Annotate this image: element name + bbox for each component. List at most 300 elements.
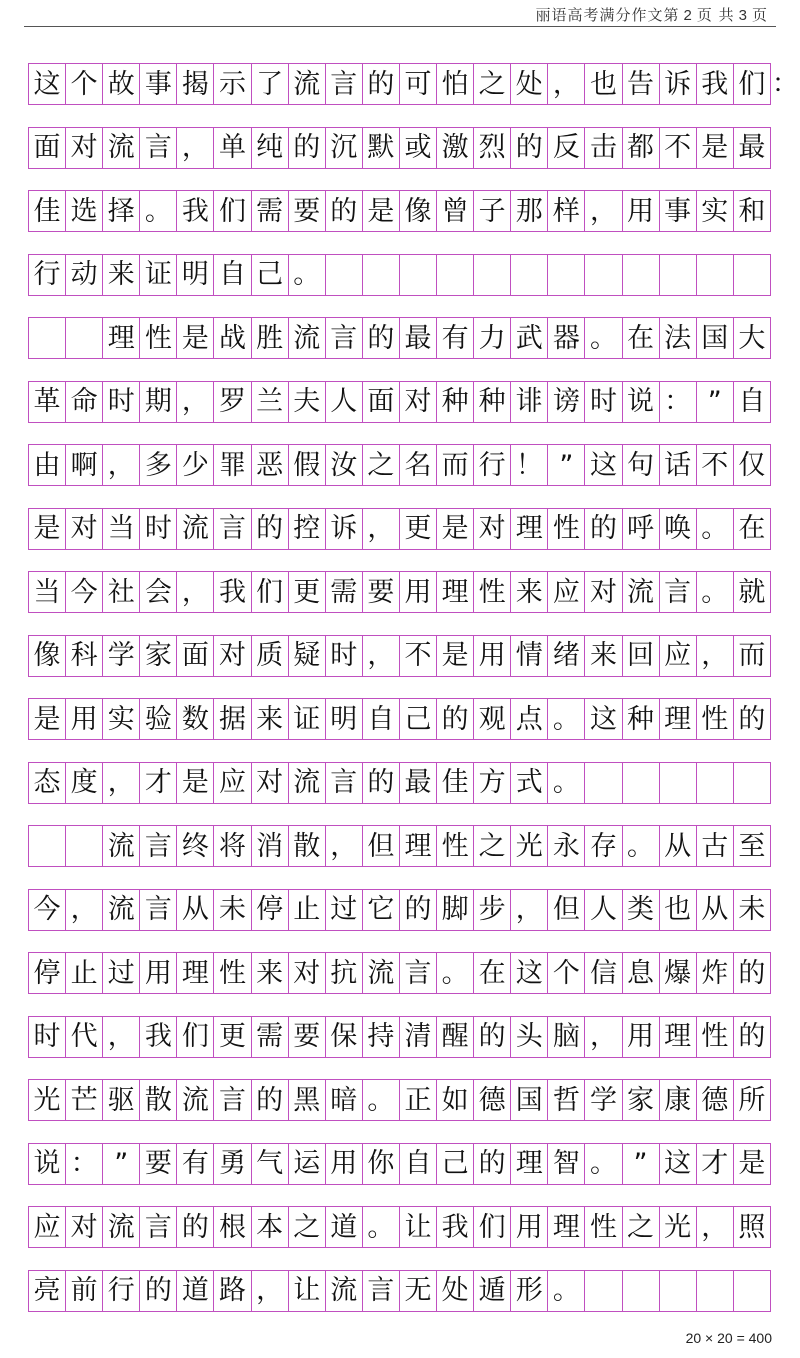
grid-cell: 运 xyxy=(288,1144,325,1184)
grid-cell: 前 xyxy=(65,1271,102,1311)
grid-cell xyxy=(65,826,102,866)
grid-cell: 时 xyxy=(325,636,362,676)
grid-cell: 止 xyxy=(65,953,102,993)
grid-cell: 过 xyxy=(102,953,139,993)
grid-cell: 停 xyxy=(28,953,65,993)
grid-row xyxy=(28,635,771,677)
grid-cell: ” xyxy=(622,1144,659,1184)
grid-cell: 来 xyxy=(102,255,139,295)
grid-cell: 理 xyxy=(510,1144,547,1184)
grid-cell: 流 xyxy=(102,890,139,930)
grid-size-label: 20 × 20 = 400 xyxy=(685,1330,772,1346)
grid-cell: 胜 xyxy=(251,318,288,358)
grid-cell: 这 xyxy=(510,953,547,993)
grid-cell: 更 xyxy=(288,572,325,612)
grid-cell: 的 xyxy=(584,509,621,549)
grid-cell: 们 xyxy=(213,191,250,231)
grid-cell: 要 xyxy=(288,1017,325,1057)
grid-cell: 当 xyxy=(28,572,65,612)
grid-cell: 告 xyxy=(622,64,659,104)
grid-cell: 勇 xyxy=(213,1144,250,1184)
grid-cell xyxy=(733,763,771,803)
grid-cell xyxy=(473,255,510,295)
grid-cell: ， xyxy=(696,636,733,676)
grid-cell: 。 xyxy=(622,826,659,866)
grid-cell: ： xyxy=(659,382,696,422)
grid-cell: 脚 xyxy=(436,890,473,930)
grid-cell xyxy=(28,318,65,358)
grid-cell: 的 xyxy=(362,64,399,104)
grid-cell: 有 xyxy=(176,1144,213,1184)
grid-cell: 芒 xyxy=(65,1080,102,1120)
grid-cell: 那 xyxy=(510,191,547,231)
grid-row xyxy=(28,1079,771,1121)
grid-cell: 德 xyxy=(473,1080,510,1120)
grid-cell: 恶 xyxy=(251,445,288,485)
grid-cell: 流 xyxy=(288,64,325,104)
grid-cell: 绪 xyxy=(547,636,584,676)
grid-cell: 德 xyxy=(696,1080,733,1120)
grid-cell: 的 xyxy=(362,318,399,358)
grid-cell: 醒 xyxy=(436,1017,473,1057)
grid-cell: 言 xyxy=(325,318,362,358)
grid-cell: 是 xyxy=(362,191,399,231)
grid-cell xyxy=(622,255,659,295)
grid-cell: 止 xyxy=(288,890,325,930)
grid-cell: 据 xyxy=(213,699,250,739)
grid-cell: 过 xyxy=(325,890,362,930)
header-page-label: 页 xyxy=(696,6,713,24)
grid-cell: 对 xyxy=(65,128,102,168)
grid-cell: 来 xyxy=(251,699,288,739)
grid-cell: 流 xyxy=(102,128,139,168)
grid-cell: 是 xyxy=(28,509,65,549)
grid-cell: 智 xyxy=(547,1144,584,1184)
grid-cell: 言 xyxy=(139,890,176,930)
grid-cell xyxy=(622,1271,659,1311)
grid-cell: 在 xyxy=(622,318,659,358)
grid-cell xyxy=(547,255,584,295)
grid-cell: 命 xyxy=(65,382,102,422)
grid-cell: 在 xyxy=(473,953,510,993)
grid-cell: 们 xyxy=(176,1017,213,1057)
grid-cell: 由 xyxy=(28,445,65,485)
grid-cell: 情 xyxy=(510,636,547,676)
grid-cell: 炸 xyxy=(696,953,733,993)
grid-cell: 更 xyxy=(213,1017,250,1057)
grid-cell: 佳 xyxy=(28,191,65,231)
grid-cell: 用 xyxy=(325,1144,362,1184)
grid-cell: 爆 xyxy=(659,953,696,993)
grid-cell: 你 xyxy=(362,1144,399,1184)
grid-cell: 控 xyxy=(288,509,325,549)
grid-cell: 来 xyxy=(510,572,547,612)
grid-cell: 夫 xyxy=(288,382,325,422)
grid-cell: 啊 xyxy=(65,445,102,485)
grid-cell: 用 xyxy=(473,636,510,676)
grid-cell: 或 xyxy=(399,128,436,168)
grid-cell: 在 xyxy=(733,509,771,549)
grid-cell: 息 xyxy=(622,953,659,993)
grid-cell: 用 xyxy=(139,953,176,993)
grid-row xyxy=(28,825,771,867)
grid-cell: 言 xyxy=(659,572,696,612)
grid-row xyxy=(28,889,771,931)
grid-cell: 的 xyxy=(473,1144,510,1184)
grid-cell: 沉 xyxy=(325,128,362,168)
grid-cell: 诽 xyxy=(510,382,547,422)
grid-cell: 对 xyxy=(213,636,250,676)
grid-row xyxy=(28,762,771,804)
grid-cell: 。 xyxy=(362,1207,399,1247)
grid-cell: 是 xyxy=(436,509,473,549)
grid-cell: 罗 xyxy=(213,382,250,422)
grid-cell: ！ xyxy=(510,445,547,485)
grid-cell: 从 xyxy=(659,826,696,866)
grid-cell xyxy=(659,763,696,803)
grid-cell: 的 xyxy=(436,699,473,739)
grid-cell: 让 xyxy=(399,1207,436,1247)
grid-cell: 至 xyxy=(733,826,771,866)
grid-cell: 明 xyxy=(176,255,213,295)
grid-cell: 方 xyxy=(473,763,510,803)
grid-cell: 也 xyxy=(584,64,621,104)
grid-cell: 存 xyxy=(584,826,621,866)
grid-cell: 自 xyxy=(733,382,771,422)
grid-cell: 假 xyxy=(288,445,325,485)
grid-cell: 也 xyxy=(659,890,696,930)
grid-cell: 所 xyxy=(733,1080,771,1120)
grid-cell: ” xyxy=(547,445,584,485)
grid-cell: 停 xyxy=(251,890,288,930)
grid-cell: 性 xyxy=(547,509,584,549)
grid-cell: 数 xyxy=(176,699,213,739)
grid-cell: 从 xyxy=(176,890,213,930)
grid-cell: 。 xyxy=(547,1271,584,1311)
grid-cell: 像 xyxy=(399,191,436,231)
grid-cell: 性 xyxy=(696,699,733,739)
grid-cell: 法 xyxy=(659,318,696,358)
grid-cell: 动 xyxy=(65,255,102,295)
grid-cell: 对 xyxy=(65,509,102,549)
grid-cell: 它 xyxy=(362,890,399,930)
grid-cell: 道 xyxy=(325,1207,362,1247)
grid-cell: 今 xyxy=(28,890,65,930)
grid-cell: 事 xyxy=(139,64,176,104)
grid-cell: 人 xyxy=(584,890,621,930)
grid-cell: 哲 xyxy=(547,1080,584,1120)
grid-cell: 气 xyxy=(251,1144,288,1184)
grid-cell: 不 xyxy=(399,636,436,676)
grid-cell: 无 xyxy=(399,1271,436,1311)
grid-cell: 本 xyxy=(251,1207,288,1247)
grid-cell: 大 xyxy=(733,318,771,358)
grid-cell: 己 xyxy=(251,255,288,295)
grid-cell: 的 xyxy=(139,1271,176,1311)
grid-cell: 。 xyxy=(584,318,621,358)
grid-cell: 消 xyxy=(251,826,288,866)
grid-cell: 兰 xyxy=(251,382,288,422)
grid-cell xyxy=(65,318,102,358)
grid-cell: 言 xyxy=(325,64,362,104)
grid-cell xyxy=(733,1271,771,1311)
grid-cell: 之 xyxy=(473,64,510,104)
grid-cell: 行 xyxy=(28,255,65,295)
grid-row xyxy=(28,1206,771,1248)
grid-cell: ， xyxy=(176,382,213,422)
grid-row xyxy=(28,1143,771,1185)
grid-cell: 流 xyxy=(362,953,399,993)
grid-row xyxy=(28,571,771,613)
grid-cell: 行 xyxy=(473,445,510,485)
grid-cell: 示 xyxy=(213,64,250,104)
header-page-number: 2 xyxy=(683,7,693,24)
grid-cell: 驱 xyxy=(102,1080,139,1120)
grid-cell: 黑 xyxy=(288,1080,325,1120)
grid-cell: 要 xyxy=(362,572,399,612)
grid-cell: 流 xyxy=(288,318,325,358)
grid-cell: 器 xyxy=(547,318,584,358)
grid-cell: 处 xyxy=(510,64,547,104)
grid-cell: 言 xyxy=(139,1207,176,1247)
grid-cell: 学 xyxy=(102,636,139,676)
grid-cell: 怕 xyxy=(436,64,473,104)
grid-cell: 康 xyxy=(659,1080,696,1120)
header-total-pages: 3 xyxy=(738,7,748,24)
grid-cell: 反 xyxy=(547,128,584,168)
header-total-label: 共 xyxy=(718,6,735,24)
grid-cell: 力 xyxy=(473,318,510,358)
grid-cell: 的 xyxy=(733,1017,771,1057)
grid-cell: 是 xyxy=(176,318,213,358)
grid-cell xyxy=(28,826,65,866)
grid-cell: 的 xyxy=(362,763,399,803)
grid-cell: 时 xyxy=(102,382,139,422)
grid-cell: 理 xyxy=(436,572,473,612)
grid-cell: 对 xyxy=(65,1207,102,1247)
grid-cell: ， xyxy=(362,636,399,676)
grid-cell: 光 xyxy=(510,826,547,866)
grid-cell: 种 xyxy=(436,382,473,422)
grid-cell: ， xyxy=(362,509,399,549)
grid-cell: 验 xyxy=(139,699,176,739)
grid-cell: 对 xyxy=(399,382,436,422)
grid-cell: 用 xyxy=(399,572,436,612)
grid-cell xyxy=(733,255,771,295)
grid-cell: 理 xyxy=(399,826,436,866)
grid-cell: 个 xyxy=(65,64,102,104)
grid-cell: 最 xyxy=(399,763,436,803)
grid-cell: 的 xyxy=(288,128,325,168)
grid-cell: 谤 xyxy=(547,382,584,422)
grid-cell: 式 xyxy=(510,763,547,803)
grid-cell: 理 xyxy=(547,1207,584,1247)
grid-cell: 国 xyxy=(696,318,733,358)
grid-cell: 句 xyxy=(622,445,659,485)
grid-cell: 之 xyxy=(362,445,399,485)
grid-cell: 理 xyxy=(510,509,547,549)
grid-cell: 言 xyxy=(362,1271,399,1311)
grid-cell: 路 xyxy=(213,1271,250,1311)
grid-cell: ， xyxy=(102,445,139,485)
grid-cell: 言 xyxy=(213,1080,250,1120)
grid-cell: 诉 xyxy=(325,509,362,549)
grid-cell: 性 xyxy=(436,826,473,866)
grid-cell xyxy=(696,255,733,295)
grid-cell: 时 xyxy=(28,1017,65,1057)
grid-cell: 度 xyxy=(65,763,102,803)
grid-cell xyxy=(659,255,696,295)
grid-cell xyxy=(696,1271,733,1311)
grid-cell: 永 xyxy=(547,826,584,866)
grid-cell: 暗 xyxy=(325,1080,362,1120)
grid-cell: 实 xyxy=(696,191,733,231)
grid-cell: 期 xyxy=(139,382,176,422)
grid-cell: 来 xyxy=(251,953,288,993)
grid-cell: 应 xyxy=(213,763,250,803)
grid-cell: 说 xyxy=(28,1144,65,1184)
grid-cell: 用 xyxy=(510,1207,547,1247)
grid-cell xyxy=(584,763,621,803)
grid-cell: 这 xyxy=(584,699,621,739)
grid-cell: 的 xyxy=(473,1017,510,1057)
grid-cell: 点 xyxy=(510,699,547,739)
grid-cell: 更 xyxy=(399,509,436,549)
grid-cell: 证 xyxy=(288,699,325,739)
grid-cell: 理 xyxy=(176,953,213,993)
grid-cell: 是 xyxy=(176,763,213,803)
grid-cell: 我 xyxy=(213,572,250,612)
grid-cell: 形 xyxy=(510,1271,547,1311)
grid-cell: 的 xyxy=(251,1080,288,1120)
grid-cell: ， xyxy=(65,890,102,930)
grid-cell: 言 xyxy=(213,509,250,549)
grid-cell: 用 xyxy=(622,191,659,231)
grid-cell: 的 xyxy=(176,1207,213,1247)
grid-cell: 己 xyxy=(436,1144,473,1184)
grid-cell: 。 xyxy=(696,572,733,612)
grid-cell: 最 xyxy=(733,128,771,168)
grid-cell: 我 xyxy=(696,64,733,104)
grid-cell: 。 xyxy=(547,699,584,739)
grid-cell: 类 xyxy=(622,890,659,930)
grid-cell: 择 xyxy=(102,191,139,231)
grid-cell: 默 xyxy=(362,128,399,168)
grid-cell: 这 xyxy=(28,64,65,104)
grid-cell: 之 xyxy=(288,1207,325,1247)
grid-cell: 面 xyxy=(176,636,213,676)
grid-cell: 革 xyxy=(28,382,65,422)
grid-cell: 言 xyxy=(399,953,436,993)
grid-cell xyxy=(584,1271,621,1311)
grid-cell: 保 xyxy=(325,1017,362,1057)
grid-cell: 终 xyxy=(176,826,213,866)
grid-cell: 。 xyxy=(436,953,473,993)
grid-row xyxy=(28,381,771,423)
grid-cell: 。 xyxy=(362,1080,399,1120)
grid-cell: 己 xyxy=(399,699,436,739)
grid-cell: 话 xyxy=(659,445,696,485)
grid-row xyxy=(28,444,771,486)
grid-cell: 实 xyxy=(102,699,139,739)
grid-cell: 流 xyxy=(102,1207,139,1247)
grid-row xyxy=(28,127,771,169)
grid-cell: 的 xyxy=(733,953,771,993)
grid-cell: 应 xyxy=(28,1207,65,1247)
grid-cell: 故 xyxy=(102,64,139,104)
grid-cell: 来 xyxy=(584,636,621,676)
grid-cell: 学 xyxy=(584,1080,621,1120)
grid-cell: 个 xyxy=(547,953,584,993)
grid-cell xyxy=(325,255,362,295)
grid-cell: 人 xyxy=(325,382,362,422)
grid-cell: 呼 xyxy=(622,509,659,549)
grid-cell: 我 xyxy=(436,1207,473,1247)
grid-cell xyxy=(584,255,621,295)
grid-cell: 理 xyxy=(659,699,696,739)
grid-cell: 种 xyxy=(622,699,659,739)
grid-cell: 对 xyxy=(473,509,510,549)
grid-cell: 我 xyxy=(176,191,213,231)
grid-cell: 的 xyxy=(325,191,362,231)
grid-cell: 行 xyxy=(102,1271,139,1311)
grid-row xyxy=(28,190,771,232)
grid-cell: 仅 xyxy=(733,445,771,485)
grid-cell: 战 xyxy=(213,318,250,358)
grid-cell: ， xyxy=(251,1271,288,1311)
grid-cell: 少 xyxy=(176,445,213,485)
grid-cell xyxy=(659,1271,696,1311)
grid-cell: 但 xyxy=(362,826,399,866)
grid-cell: 从 xyxy=(696,890,733,930)
grid-cell: 的 xyxy=(510,128,547,168)
grid-cell: 不 xyxy=(696,445,733,485)
grid-cell: 是 xyxy=(733,1144,771,1184)
grid-cell: 诉 xyxy=(659,64,696,104)
grid-cell: 样 xyxy=(547,191,584,231)
grid-cell: 光 xyxy=(659,1207,696,1247)
grid-cell: ， xyxy=(176,128,213,168)
grid-cell: 可 xyxy=(399,64,436,104)
grid-cell: 了 xyxy=(251,64,288,104)
grid-cell: 对 xyxy=(288,953,325,993)
grid-cell: 性 xyxy=(213,953,250,993)
grid-cell: 让 xyxy=(288,1271,325,1311)
grid-cell: 时 xyxy=(584,382,621,422)
grid-cell: 。 xyxy=(696,509,733,549)
grid-cell: 散 xyxy=(139,1080,176,1120)
grid-cell: 性 xyxy=(584,1207,621,1247)
grid-row xyxy=(28,1016,771,1058)
grid-row xyxy=(28,508,771,550)
grid-cell: 是 xyxy=(696,128,733,168)
grid-cell: 们 xyxy=(473,1207,510,1247)
grid-cell: 汝 xyxy=(325,445,362,485)
grid-cell: 要 xyxy=(288,191,325,231)
grid-cell: 自 xyxy=(362,699,399,739)
grid-cell: 们 xyxy=(733,64,771,104)
grid-row xyxy=(28,63,771,105)
grid-cell: 之 xyxy=(622,1207,659,1247)
grid-cell: 种 xyxy=(473,382,510,422)
grid-cell: 我 xyxy=(139,1017,176,1057)
grid-cell: 家 xyxy=(622,1080,659,1120)
grid-cell: 理 xyxy=(102,318,139,358)
grid-cell xyxy=(436,255,473,295)
grid-cell: 自 xyxy=(399,1144,436,1184)
grid-cell: 。 xyxy=(139,191,176,231)
grid-cell: 信 xyxy=(584,953,621,993)
